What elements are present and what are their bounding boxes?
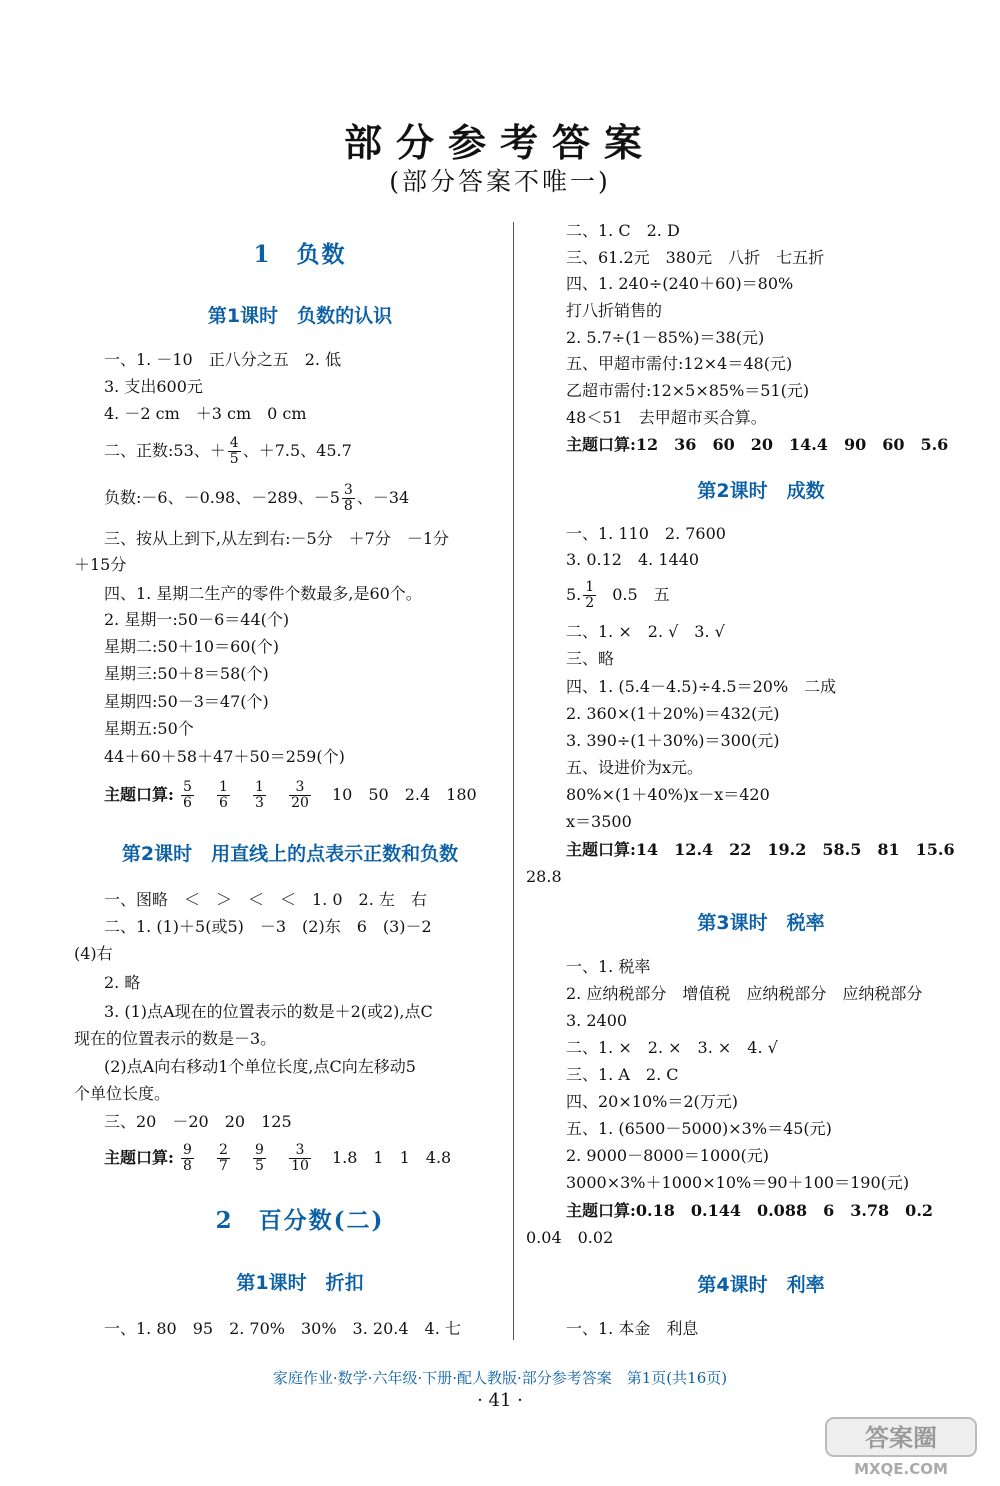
answer-line: 星期四:50－3＝47(个) (104, 692, 269, 711)
denominator: 2 (585, 595, 595, 611)
answer-line: 主题口算:0.18 0.144 0.088 6 3.78 0.2 (566, 1201, 934, 1220)
answer-line: 3. 0.12 4. 1440 (566, 550, 700, 569)
page-footer: 家庭作业·数学·六年级·下册·配人教版·部分参考答案 第1页(共16页) (272, 1369, 728, 1387)
answer-line: (2)点A向右移动1个单位长度,点C向左移动5 (104, 1057, 416, 1076)
answer-line: 星期二:50＋10＝60(个) (104, 637, 279, 656)
answer-line: 主题口算:12 36 60 20 14.4 90 60 5.6 (566, 435, 949, 454)
denominator: 6 (219, 795, 228, 811)
section-heading: 第2课时 成数 (697, 480, 825, 502)
line-text: 二、正数:53、＋ (104, 441, 226, 460)
svg-text:MXQE.COM: MXQE.COM (854, 1460, 948, 1478)
mental-math-label: 主题口算: (104, 785, 174, 804)
answer-line: 2. 9000－8000＝1000(元) (566, 1146, 769, 1165)
denominator: 20 (291, 795, 309, 811)
answer-line: 28.8 (526, 867, 562, 886)
answer-line: 二、1. C 2. D (566, 221, 680, 240)
answer-line: 3. 390÷(1＋30%)＝300(元) (566, 731, 780, 750)
answer-line: 44＋60＋58＋47＋50＝259(个) (104, 747, 345, 766)
numerator: 9 (183, 1142, 192, 1158)
answer-line: 2. 360×(1＋20%)＝432(元) (566, 704, 780, 723)
denominator: 10 (291, 1158, 309, 1174)
answer-line: 2. 应纳税部分 增值税 应纳税部分 应纳税部分 (566, 984, 923, 1003)
section-heading: 第4课时 利率 (697, 1274, 825, 1296)
numerator: 3 (289, 1143, 311, 1159)
answer-line: 三、20 －20 20 125 (104, 1112, 292, 1131)
denominator: 3 (255, 795, 264, 811)
numerator: 3 (289, 780, 311, 796)
answer-line (104, 1143, 451, 1174)
numerator: 9 (255, 1142, 264, 1158)
watermark-logo (820, 1412, 990, 1482)
answer-line: 3000×3%＋1000×10%＝90＋100＝190(元) (566, 1173, 910, 1192)
answer-line: 一、1. 本金 利息 (566, 1319, 699, 1338)
numerator: 1 (219, 779, 228, 795)
answer-line: 48＜51 去甲超市买合算。 (566, 408, 767, 427)
chapter-heading: 2 百分数(二) (215, 1207, 385, 1234)
page-number: · 41 · (477, 1390, 523, 1411)
numerator: 1 (585, 579, 595, 595)
answer-line: 五、设进价为x元。 (566, 758, 704, 777)
answer-line: 3. 2400 (566, 1011, 628, 1030)
answer-line: 个单位长度。 (74, 1084, 171, 1103)
denominator: 5 (229, 451, 239, 467)
line-text: 0.5 五 (612, 585, 670, 604)
denominator: 8 (183, 1158, 192, 1174)
answer-line: 3. (1)点A现在的位置表示的数是＋2(或2),点C (104, 1002, 433, 1021)
answer-line: 五、甲超市需付:12×4＝48(元) (566, 354, 793, 373)
fraction (217, 780, 230, 811)
answer-line: 2. 星期一:50－6＝44(个) (104, 610, 290, 629)
line-text: 10 50 2.4 180 (331, 785, 477, 804)
fraction (253, 780, 266, 811)
section-heading: 第1课时 折扣 (236, 1272, 364, 1294)
answer-line: 一、图略 ＜ ＞ ＜ ＜ 1. 0 2. 左 右 (104, 890, 427, 909)
line-text: 、＋7.5、45.7 (242, 441, 352, 460)
line-text: 1.8 1 1 4.8 (331, 1148, 452, 1167)
fraction (181, 1143, 194, 1174)
answer-line: 80%×(1＋40%)x－x＝420 (566, 785, 770, 804)
answer-line (566, 580, 670, 611)
numerator: 2 (219, 1142, 228, 1158)
page-title: 部分参考答案 (343, 121, 656, 165)
denominator: 7 (219, 1158, 228, 1174)
answer-line: 四、20×10%＝2(万元) (566, 1092, 738, 1111)
answer-line: 星期三:50＋8＝58(个) (104, 664, 269, 683)
answer-line: 三、1. A 2. C (566, 1065, 679, 1084)
numerator: 1 (255, 779, 264, 795)
answer-line: 打八折销售的 (566, 301, 663, 320)
numerator: 3 (343, 482, 353, 498)
answer-line: 五、1. (6500－5000)×3%＝45(元) (566, 1119, 832, 1138)
answer-line: 二、1. × 2. × 3. × 4. √ (566, 1038, 778, 1057)
answer-line (104, 436, 352, 467)
answer-line: 三、按从上到下,从左到右:－5分 ＋7分 －1分 (104, 529, 450, 548)
answer-line: 主题口算:14 12.4 22 19.2 58.5 81 15.6 (566, 840, 955, 859)
fraction (228, 436, 241, 467)
answer-line: 四、1. 240÷(240＋60)＝80% (566, 274, 794, 293)
denominator: 5 (255, 1158, 264, 1174)
answer-line: 乙超市需付:12×5×85%＝51(元) (566, 381, 810, 400)
answer-line: 4. －2 cm ＋3 cm 0 cm (104, 404, 307, 423)
svg-text:答案圈: 答案圈 (865, 1424, 937, 1452)
answer-line: 一、1. 税率 (566, 957, 651, 976)
answer-line: 一、1. 80 95 2. 70% 30% 3. 20.4 4. 七 (104, 1319, 461, 1338)
mental-math-label: 主题口算: (104, 1148, 174, 1167)
answer-line: 0.04 0.02 (526, 1228, 614, 1247)
answer-line: 星期五:50个 (104, 719, 194, 738)
numerator: 5 (183, 779, 192, 795)
answer-line (104, 780, 477, 811)
fraction (289, 780, 311, 811)
answer-line: 现在的位置表示的数是－3。 (74, 1029, 277, 1048)
fraction (253, 1143, 266, 1174)
answer-line: 一、1. －10 正八分之五 2. 低 (104, 350, 342, 369)
page-subtitle: (部分答案不唯一) (389, 167, 611, 196)
answer-line: 二、1. × 2. √ 3. √ (566, 622, 725, 641)
denominator: 8 (343, 498, 353, 514)
answer-line: 3. 支出600元 (104, 377, 203, 396)
answer-line: 四、1. 星期二生产的零件个数最多,是60个。 (104, 584, 422, 603)
answer-line: 二、1. (1)＋5(或5) －3 (2)东 6 (3)－2 (104, 917, 432, 936)
answer-line: 一、1. 110 2. 7600 (566, 524, 726, 543)
answer-line: 三、61.2元 380元 八折 七五折 (566, 248, 825, 267)
answer-line: 四、1. (5.4－4.5)÷4.5＝20% 二成 (566, 677, 837, 696)
section-heading: 第1课时 负数的认识 (207, 305, 393, 327)
fraction (342, 483, 355, 514)
fraction (289, 1143, 311, 1174)
answer-line: (4)右 (74, 944, 113, 963)
answer-line: x＝3500 (566, 812, 632, 831)
column-divider (513, 222, 514, 1340)
answer-line: 2. 5.7÷(1－85%)＝38(元) (566, 328, 765, 347)
section-heading: 第2课时 用直线上的点表示正数和负数 (121, 843, 459, 865)
fraction (583, 580, 596, 611)
line-text: 负数:－6、－0.98、－289、－5 (104, 488, 340, 507)
line-text: 5. (566, 585, 582, 604)
answer-line: 2. 略 (104, 973, 141, 992)
numerator: 4 (229, 435, 239, 451)
denominator: 6 (183, 795, 192, 811)
fraction (217, 1143, 230, 1174)
answer-line: ＋15分 (74, 555, 127, 574)
chapter-heading: 1 负数 (253, 241, 347, 268)
answer-line (104, 483, 409, 514)
answer-line: 三、略 (566, 649, 615, 668)
fraction (181, 780, 194, 811)
line-text: 、－34 (356, 488, 410, 507)
section-heading: 第3课时 税率 (697, 912, 825, 934)
